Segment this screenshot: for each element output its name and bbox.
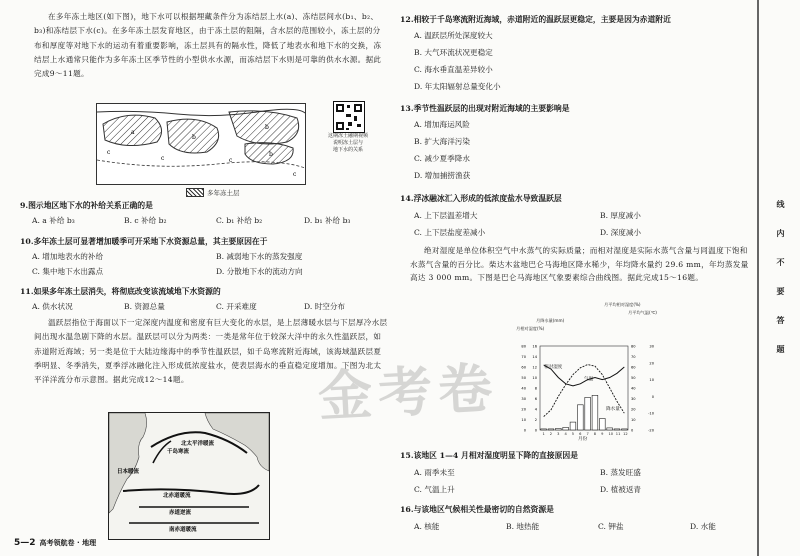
q15-option-a[interactable]: A. 雨季未至 [414, 468, 455, 477]
question-16: 16.与该地区气候相关性最密切的自然资源是 [400, 505, 554, 514]
precipitation-bar [578, 405, 584, 430]
q9-options [20, 215, 390, 226]
axis-tick-label: 0 [534, 428, 537, 433]
map-label-c3: c [229, 157, 233, 164]
axis-tick-label: 16 [532, 344, 537, 349]
q16-option-d[interactable]: D. 水能 [690, 522, 716, 531]
month-tick-label: 3 [557, 432, 560, 436]
precipitation-bar [622, 429, 628, 430]
binding-margin-text: 线 内 不 要 答 题 [776, 200, 785, 354]
current-label-counter: 赤道逆流 [169, 510, 192, 516]
axis-tick-label: 6 [534, 397, 537, 401]
footer-label: 高考领航卷 · 地理 [39, 539, 97, 547]
diagram-legend [186, 188, 240, 197]
q14-options [400, 210, 750, 238]
map-label-b3: b [269, 151, 273, 158]
precipitation-bar [556, 428, 562, 430]
axis-tick-label: 20 [521, 407, 526, 412]
q13-option-d[interactable]: D. 增加捕捞渔获 [414, 171, 471, 180]
q14-option-d[interactable]: D. 深度减小 [600, 228, 642, 237]
q12-options [400, 30, 750, 92]
month-tick-label: 11 [615, 432, 621, 436]
precipitation-bar [592, 395, 598, 430]
axis-tick-label: 0 [651, 394, 654, 399]
month-tick-label: 6 [579, 432, 582, 436]
current-label-kuril: 千岛寒流 [167, 449, 190, 455]
page-number: 5—2 [14, 538, 36, 548]
q12-option-a[interactable]: A. 温跃层所处深度较大 [414, 31, 493, 40]
q13-options [400, 119, 750, 181]
climate-chart-svg [506, 300, 666, 442]
axis-tick-label: 50 [521, 376, 526, 380]
axis-label-left-1: 月相对湿度(%) [516, 326, 545, 331]
axis-tick-label: 20 [649, 361, 654, 366]
precipitation-bar [614, 429, 620, 430]
x-axis-label: 月份 [578, 437, 588, 442]
q11-option-c[interactable]: C. 开采难度 [216, 302, 257, 311]
q13-option-a[interactable]: A. 增加海运风险 [414, 120, 470, 129]
q16-option-a[interactable]: A. 核能 [414, 522, 440, 531]
q15-option-d[interactable]: D. 植被返青 [600, 485, 642, 494]
question-10: 10.多年冻土层可显著增加暖季可开采地下水资源总量，其主要原因在于 [20, 237, 268, 246]
map-label-b1: b [192, 134, 196, 141]
frozen-soil-diagram [96, 103, 306, 185]
q11-options [20, 301, 390, 312]
intro-paragraph-1: 在多年冻土地区(如下图)，地下水可以根据埋藏条件分为冻结层上水(a)、冻结层间水(b₁、b₂、b₃)和冻结层下水(c)。在多年冻土层发育地区，由于冻土层的阻隔，含水层的范围较小，冻土层的分布和厚度等对地下水的运动有着重要影响，冻土层具有的隔水性，降低了地表水和地下水的交换，冻结层上水通常只能作为多年冻土区季节性的小型供水水源，而冻结层下水则是可靠的供水水源。据此完成9～11题。 [34, 12, 382, 79]
question-11: 11.如果多年冻土层消失，将彻底改变该流域地下水资源的 [20, 287, 221, 296]
month-tick-label: 12 [623, 432, 628, 436]
axis-tick-label: 2 [534, 418, 537, 422]
map-label-b2: b [265, 124, 269, 131]
month-tick-label: 9 [601, 432, 604, 436]
legend-hatch-swatch [186, 188, 204, 197]
axis-tick-label: 30 [631, 397, 636, 401]
q16-option-b[interactable]: B. 地热能 [506, 522, 540, 531]
axis-tick-label: -10 [648, 411, 654, 416]
map-label-c1: c [107, 149, 111, 156]
month-tick-label: 10 [608, 432, 614, 436]
plot-frame [540, 346, 628, 430]
precipitation-bar [585, 397, 591, 430]
question-13: 13.季节性温跃层的出现对附近海域的主要影响是 [400, 104, 570, 113]
q16-option-c[interactable]: C. 钾盐 [598, 522, 624, 531]
axis-tick-label: 10 [631, 418, 636, 422]
intro-paragraph-2: 温跃层指位于海面以下一定深度内温度和密度有巨大变化的水层，是上层薄暖水层与下层厚冷水层间出现水温急剧下降的水层。温跃层可以分为两类：一类是常年位于较深大洋中的永久性温跃层，如赤道附近海域；另一类是位于大陆边缘海中的季节性温跃层，如千岛寒流附近海域，该海域温跃层夏季明显、冬季消失，夏季浮冰融化注入形成低浓度盐水，使表层海水的垂直稳定度增加。下图为北太平洋洋流分布示意图。据此完成12～14题。 [34, 318, 388, 385]
axis-label-left-2: 月降水量(mm) [536, 318, 565, 323]
q15-options [400, 467, 750, 495]
axis-tick-label: 60 [521, 365, 526, 370]
qr-caption: 这期冻土融期视频 说明冻土层与 地下水的关系 [327, 133, 368, 153]
month-tick-label: 4 [564, 432, 567, 436]
precipitation-bar [600, 419, 606, 431]
q9-option-b[interactable]: B. c 补给 b₂ [124, 216, 167, 225]
axis-tick-label: 30 [649, 344, 654, 349]
pacific-map-svg [109, 413, 269, 539]
axis-tick-label: 30 [521, 397, 526, 401]
q15-option-c[interactable]: C. 气温上升 [414, 485, 455, 494]
pacific-current-map [108, 412, 270, 540]
q14-option-c[interactable]: C. 上下层盐度差减小 [414, 228, 486, 237]
axis-tick-label: 8 [534, 386, 537, 391]
axis-tick-label: 0 [631, 428, 634, 433]
month-tick-label: 2 [549, 432, 553, 436]
map-label-a: a [131, 129, 135, 136]
axis-tick-label: 50 [631, 376, 636, 380]
axis-tick-label: 70 [521, 355, 526, 359]
q10-option-a[interactable]: A. 增加地表水的补给 [32, 252, 104, 261]
climate-chart [506, 300, 666, 442]
q13-option-c[interactable]: C. 减少夏季降水 [414, 154, 470, 163]
qr-code-svg [334, 102, 364, 132]
series-label-temperature: 气温 [584, 377, 594, 382]
axis-tick-label: 80 [521, 344, 526, 349]
axis-label-right-2: 月平均气温(℃) [628, 310, 657, 315]
intro-paragraph-3: 绝对湿度是单位体积空气中水蒸气的实际质量；而相对湿度是实际水蒸气含量与同温度下饱和水蒸气含量的百分比。柴达木盆地巴仑马海地区降水稀少，年均降水量约 29.6 mm，年均蒸发量高达 3 000 mm。下图是巴仑马海地区气象要素综合曲线图。据此完成15～16题。 [410, 246, 749, 283]
current-label-north-equatorial: 北赤道暖流 [163, 493, 191, 499]
axis-tick-label: 70 [631, 355, 636, 359]
q9-option-a[interactable]: A. a 补给 b₃ [32, 216, 75, 225]
axis-tick-label: -20 [648, 428, 654, 433]
current-label-south-equatorial: 南赤道暖流 [169, 527, 197, 533]
axis-tick-label: 40 [521, 386, 526, 391]
q12-option-c[interactable]: C. 海水垂直温差异较小 [414, 65, 493, 74]
map-label-c4: c [293, 171, 297, 178]
frozen-soil-svg [97, 104, 305, 184]
q10-option-b[interactable]: B. 减弱地下水的蒸发强度 [216, 252, 303, 261]
axis-tick-label: 10 [649, 378, 654, 383]
axis-tick-label: 14 [532, 355, 537, 359]
question-15: 15.该地区 1—4 月相对湿度明显下降的直接原因是 [400, 451, 578, 460]
legend-label: 多年冻土层 [207, 189, 240, 197]
axis-tick-label: 60 [631, 365, 636, 370]
watermark: 金考卷 [316, 355, 500, 429]
precipitation-bar [570, 422, 576, 430]
axis-tick-label: 10 [532, 376, 537, 380]
precipitation-bar [607, 428, 613, 430]
precipitation-bar [548, 429, 554, 430]
q14-option-b[interactable]: B. 厚度减小 [600, 211, 641, 220]
q11-option-b[interactable]: B. 资源总量 [124, 302, 165, 311]
q10-option-d[interactable]: D. 分散地下水的流动方向 [216, 267, 303, 276]
axis-tick-label: 40 [631, 386, 636, 391]
question-14: 14.浮冰融冰汇入形成的低浓度盐水导致温跃层 [400, 194, 562, 203]
axis-tick-label: 80 [631, 344, 636, 349]
q11-option-d[interactable]: D. 时空分布 [304, 302, 346, 311]
precipitation-bar [541, 429, 547, 430]
axis-tick-label: 20 [631, 407, 636, 412]
binding-margin [757, 0, 800, 556]
series-label-humidity: 相对湿度 [544, 365, 563, 370]
precipitation-bar [563, 427, 569, 430]
month-tick-label: 8 [593, 432, 597, 436]
current-label-kuroshio: 日本暖流 [117, 469, 140, 475]
q10-options [20, 251, 390, 277]
axis-label-right-1: 月平均相对湿度(%) [604, 302, 641, 307]
q10-option-c[interactable]: C. 集中地下水出露点 [32, 267, 104, 276]
page-footer [14, 538, 96, 548]
question-9: 9.图示地区地下水的补给关系正确的是 [20, 201, 153, 210]
axis-tick-label: 10 [521, 418, 526, 422]
q12-option-b[interactable]: B. 大气环流状况更稳定 [414, 48, 493, 57]
month-tick-label: 7 [586, 432, 589, 436]
q11-option-a[interactable]: A. 供水状况 [32, 302, 73, 311]
q9-option-d[interactable]: D. b₁ 补给 b₃ [304, 216, 351, 225]
q9-option-c[interactable]: C. b₁ 补给 b₂ [216, 216, 263, 225]
q14-option-a[interactable]: A. 上下层温差增大 [414, 211, 478, 220]
series-label-precipitation: 降水量 [606, 407, 620, 412]
qr-code[interactable] [333, 101, 365, 133]
month-tick-label: 1 [542, 432, 545, 436]
question-12: 12.相较于千岛寒流附近海域，赤道附近的温跃层更稳定，主要是因为赤道附近 [400, 15, 671, 24]
q12-option-d[interactable]: D. 年太阳辐射总量变化小 [414, 82, 501, 91]
axis-tick-label: 4 [534, 407, 537, 412]
month-tick-label: 5 [571, 432, 575, 436]
q13-option-b[interactable]: B. 扩大海洋污染 [414, 137, 470, 146]
axis-tick-label: 0 [523, 428, 526, 433]
q16-options [400, 521, 750, 532]
map-label-c2: c [161, 155, 165, 162]
q15-option-b[interactable]: B. 蒸发旺盛 [600, 468, 641, 477]
current-label-north-pacific: 北太平洋暖流 [181, 441, 215, 447]
axis-tick-label: 12 [532, 365, 537, 370]
